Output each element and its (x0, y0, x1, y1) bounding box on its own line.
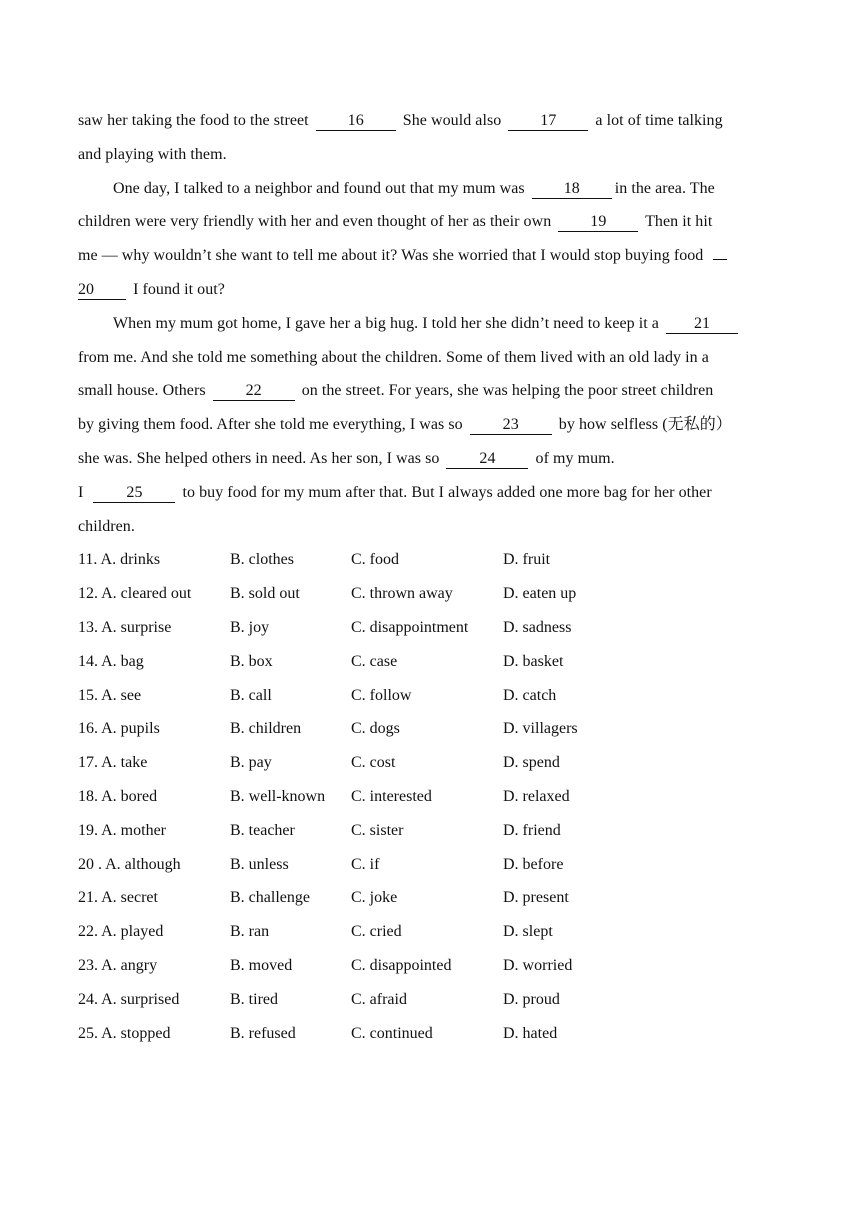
question-17-options (78, 746, 784, 780)
option-d: D. relaxed (503, 787, 570, 805)
option-c: C. thrown away (351, 585, 453, 603)
passage-text: on the street. For years, she was helping the poor street children (301, 382, 714, 400)
option-a: 16. A. pupils (78, 720, 160, 738)
passage-line-4 (78, 205, 784, 239)
passage-text: children were very friendly with her and even thought of her as their own (78, 213, 552, 231)
option-a: 22. A. played (78, 923, 164, 941)
option-d: D. hated (503, 1024, 558, 1042)
blank-22: 22 (213, 382, 295, 401)
option-b: B. moved (230, 956, 293, 974)
passage-line-10 (78, 408, 784, 442)
question-19-options (78, 814, 784, 848)
option-d: D. slept (503, 923, 553, 941)
passage-line-3 (78, 172, 784, 206)
option-b: B. refused (230, 1024, 296, 1042)
option-c: C. disappointed (351, 956, 452, 974)
option-a: 20 . A. although (78, 855, 181, 873)
passage-text: I (78, 483, 84, 501)
option-d: D. basket (503, 652, 564, 670)
passage-line-7 (78, 307, 784, 341)
option-d: D. villagers (503, 720, 578, 738)
passage-text: to buy food for my mum after that. But I always added one more bag for her other (182, 483, 712, 501)
option-b: B. children (230, 720, 302, 738)
options-list (78, 543, 784, 1050)
option-d: D. present (503, 889, 569, 907)
option-c: C. continued (351, 1024, 433, 1042)
passage-text: One day, I talked to a neighbor and found out that my mum was (113, 179, 525, 197)
question-16-options (78, 712, 784, 746)
passage-text: in the area. The (614, 179, 715, 197)
option-a: 24. A. surprised (78, 990, 180, 1008)
option-c: C. follow (351, 686, 412, 704)
option-d: D. before (503, 855, 564, 873)
option-a: 15. A. see (78, 686, 142, 704)
passage-line-6 (78, 273, 784, 307)
option-b: B. unless (230, 855, 289, 873)
option-b: B. box (230, 652, 273, 670)
question-22-options (78, 915, 784, 949)
blank-18: 18 (532, 180, 612, 199)
passage-line-8: from me. And she told me something about the children. Some of them lived with an old lady in a (78, 348, 709, 366)
option-d: D. friend (503, 821, 561, 839)
option-c: C. afraid (351, 990, 407, 1008)
option-a: 13. A. surprise (78, 618, 172, 636)
passage-text: I found it out? (133, 280, 225, 298)
passage-line-5 (78, 239, 784, 273)
option-a: 25. A. stopped (78, 1024, 171, 1042)
option-a: 11. A. drinks (78, 551, 161, 569)
option-b: B. well-known (230, 787, 326, 805)
option-c: C. disappointment (351, 618, 469, 636)
blank-25: 25 (93, 484, 175, 503)
option-b: B. clothes (230, 551, 294, 569)
passage-text: saw her taking the food to the street (78, 112, 309, 129)
passage-text: of my mum. (535, 449, 615, 467)
option-b: B. ran (230, 923, 270, 941)
passage-line-2: and playing with them. (78, 145, 227, 163)
option-a: 18. A. bored (78, 787, 158, 805)
passage-line-1 (78, 104, 784, 138)
passage-text: small house. Others (78, 382, 206, 400)
question-24-options (78, 983, 784, 1017)
passage-text: by how selfless (无私的） (558, 416, 732, 434)
option-b: B. sold out (230, 585, 300, 603)
option-b: B. joy (230, 618, 270, 636)
option-a: 14. A. bag (78, 652, 144, 670)
option-a: 21. A. secret (78, 889, 158, 907)
blank-16: 16 (316, 112, 396, 131)
document-page (78, 104, 784, 1050)
blank-20-start (713, 259, 727, 260)
option-c: C. interested (351, 787, 432, 805)
option-b: B. tired (230, 990, 278, 1008)
passage-line-11 (78, 442, 784, 476)
passage-text: Then it hit (645, 213, 713, 231)
passage-line-12 (78, 476, 784, 510)
option-a: 23. A. angry (78, 956, 158, 974)
option-b: B. teacher (230, 821, 295, 839)
passage-text: She would also (402, 112, 502, 129)
passage-line-13: children. (78, 517, 135, 535)
option-a: 12. A. cleared out (78, 585, 192, 603)
blank-21: 21 (666, 315, 738, 334)
blank-23: 23 (470, 416, 552, 435)
option-d: D. proud (503, 990, 560, 1008)
question-14-options (78, 645, 784, 679)
question-18-options (78, 780, 784, 814)
option-c: C. dogs (351, 720, 400, 738)
question-11-options (78, 543, 784, 577)
option-a: 17. A. take (78, 754, 148, 772)
blank-17: 17 (508, 112, 588, 131)
option-c: C. sister (351, 821, 404, 839)
option-b: B. challenge (230, 889, 310, 907)
question-13-options (78, 611, 784, 645)
option-d: D. fruit (503, 551, 551, 569)
option-c: C. if (351, 855, 380, 873)
passage-line-9 (78, 374, 784, 408)
option-a: 19. A. mother (78, 821, 166, 839)
option-c: C. cost (351, 754, 396, 772)
option-d: D. catch (503, 686, 557, 704)
option-c: C. joke (351, 889, 398, 907)
option-d: D. spend (503, 754, 560, 772)
blank-19: 19 (558, 213, 638, 232)
passage-text: by giving them food. After she told me everything, I was so (78, 416, 463, 434)
question-20-options (78, 848, 784, 882)
question-12-options (78, 577, 784, 611)
option-b: B. call (230, 686, 272, 704)
passage-text: When my mum got home, I gave her a big hug. I told her she didn’t need to keep it a (113, 314, 659, 332)
question-21-options (78, 881, 784, 915)
blank-20: 20 (78, 281, 126, 300)
option-d: D. eaten up (503, 585, 577, 603)
blank-24: 24 (446, 450, 528, 469)
question-15-options (78, 679, 784, 713)
option-d: D. sadness (503, 618, 572, 636)
passage-text: she was. She helped others in need. As her son, I was so (78, 449, 440, 467)
question-23-options (78, 949, 784, 983)
option-c: C. case (351, 652, 398, 670)
option-b: B. pay (230, 754, 272, 772)
option-c: C. cried (351, 923, 402, 941)
passage-text: a lot of time talking (595, 112, 723, 129)
option-c: C. food (351, 551, 399, 569)
question-25-options (78, 1017, 784, 1051)
option-d: D. worried (503, 956, 573, 974)
passage-text: me — why wouldn’t she want to tell me about it? Was she worried that I would stop buying food (78, 247, 704, 265)
